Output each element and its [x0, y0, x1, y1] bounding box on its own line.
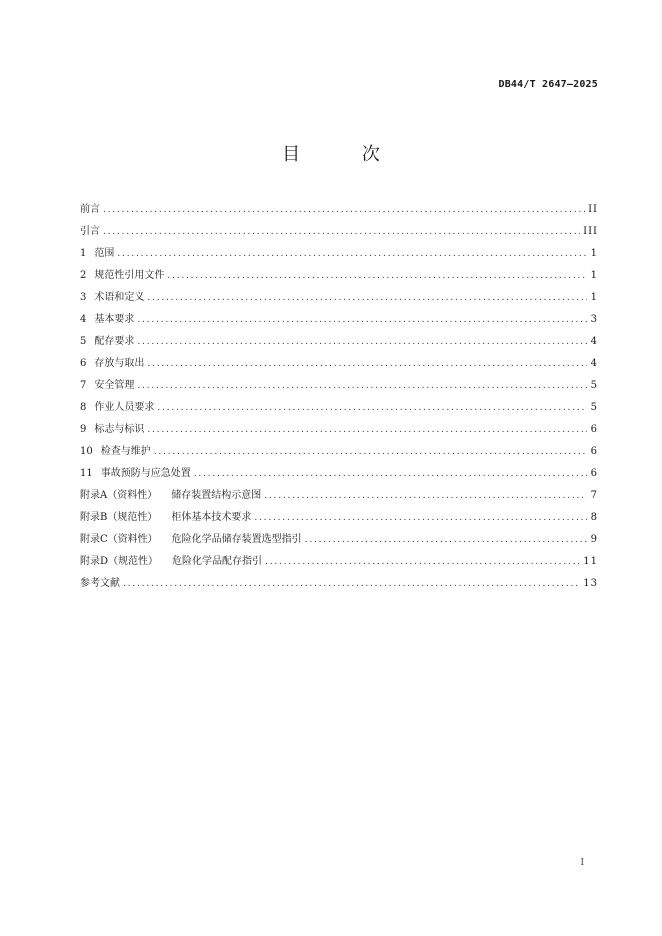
toc-leader [167, 271, 587, 281]
toc-entry-page: 13 [583, 578, 598, 589]
toc-entry-title: 基本要求 [94, 314, 135, 325]
toc-entry-label [80, 354, 144, 369]
toc-leader [305, 535, 587, 545]
toc-entry-label [80, 244, 114, 259]
toc-entry-label [80, 508, 251, 523]
toc-leader [137, 315, 587, 325]
toc-entry-label [80, 288, 144, 303]
toc-entry-label [80, 376, 134, 391]
toc-entry[interactable] [80, 376, 598, 398]
toc-leader [103, 227, 580, 237]
toc-entry-page: 4 [590, 336, 598, 347]
toc-entry-page: 1 [590, 270, 598, 281]
toc-entry-title: 标志与标识 [94, 424, 145, 435]
toc-entry-title: 范围 [94, 248, 115, 259]
toc-entry[interactable] [80, 332, 598, 354]
toc-entry-number: 5 [80, 336, 87, 347]
toc-entry-label [80, 530, 302, 545]
toc-entry-title: 检查与维护 [100, 446, 151, 457]
toc-entry-label [80, 464, 191, 479]
toc-entry[interactable] [80, 266, 598, 288]
toc-entry-number: 2 [80, 270, 87, 281]
toc-appendix-designation: 附录B（规范性） [80, 512, 158, 523]
toc-entry-page: 5 [590, 380, 598, 391]
document-code: DB44/T 2647—2025 [498, 79, 598, 90]
toc-entry[interactable] [80, 464, 598, 486]
toc-entry-title: 作业人员要求 [94, 402, 155, 413]
toc-entry-title: 存放与取出 [94, 358, 145, 369]
toc-entry-page: 4 [590, 358, 598, 369]
toc-leader [103, 205, 585, 215]
toc-entry-appendix[interactable] [80, 508, 598, 530]
toc-entry-page: 6 [590, 424, 598, 435]
toc-entry-page: 5 [590, 402, 598, 413]
toc-entry-number: 8 [80, 402, 87, 413]
toc-entry[interactable] [80, 420, 598, 442]
toc-leader [117, 249, 587, 259]
toc-entry-page: 11 [583, 556, 598, 567]
toc-entry-title: 危险化学品配存指引 [172, 556, 263, 567]
toc-entry-number: 10 [80, 446, 93, 457]
toc-leader [147, 359, 587, 369]
toc-entry-number: 6 [80, 358, 87, 369]
toc-entry[interactable] [80, 574, 598, 596]
toc-entry-page: 7 [590, 490, 598, 501]
toc-entry[interactable] [80, 398, 598, 420]
toc-entry-title: 前言 [80, 204, 100, 215]
toc-entry-page: 3 [590, 314, 598, 325]
toc-appendix-designation: 附录D（规范性） [80, 556, 159, 567]
toc-entry-appendix[interactable] [80, 486, 598, 508]
toc-entry-title: 储存装置结构示意图 [171, 490, 262, 501]
toc-entry-label [80, 398, 154, 413]
toc-entry[interactable] [80, 244, 598, 266]
toc-entry-page: II [588, 204, 598, 215]
toc-entry-title: 术语和定义 [94, 292, 145, 303]
toc-entry[interactable] [80, 200, 598, 222]
toc-entry-title: 柜体基本技术要求 [171, 512, 252, 523]
toc-entry-page: 6 [590, 446, 598, 457]
toc-entry-label [80, 200, 100, 215]
toc-leader [194, 469, 587, 479]
toc-entry-label [80, 442, 151, 457]
toc-entry[interactable] [80, 354, 598, 376]
toc-entry-title: 引言 [80, 226, 100, 237]
toc-entry-label [80, 332, 134, 347]
toc-entry-page: 6 [590, 468, 598, 479]
toc-entry-label [80, 222, 100, 237]
toc-entry-title: 配存要求 [94, 336, 135, 347]
toc-entry-page: III [583, 226, 598, 237]
toc-entry-number: 4 [80, 314, 87, 325]
page-number: I [580, 858, 584, 868]
toc-title: 目 次 [282, 144, 408, 165]
toc-leader [265, 557, 580, 567]
toc-leader [254, 513, 587, 523]
toc-entry-label [80, 266, 164, 281]
toc-entry-page: 9 [590, 534, 598, 545]
toc-leader [147, 425, 587, 435]
table-of-contents [80, 200, 598, 596]
toc-entry[interactable] [80, 222, 598, 244]
toc-entry[interactable] [80, 288, 598, 310]
toc-entry[interactable] [80, 442, 598, 464]
toc-entry-label [80, 574, 120, 589]
toc-entry-title: 事故预防与应急处置 [100, 468, 191, 479]
toc-entry-title: 危险化学品储存装置选型指引 [171, 534, 302, 545]
toc-entry-page: 8 [590, 512, 598, 523]
toc-leader [123, 579, 580, 589]
toc-leader [137, 381, 587, 391]
toc-entry-number: 9 [80, 424, 87, 435]
toc-entry-label [80, 420, 144, 435]
toc-leader [137, 337, 587, 347]
toc-entry-page: 1 [590, 292, 598, 303]
toc-entry-number: 3 [80, 292, 87, 303]
toc-entry-label [80, 486, 261, 501]
toc-entry-title: 参考文献 [80, 578, 120, 589]
toc-appendix-designation: 附录A（资料性） [80, 490, 158, 501]
toc-appendix-designation: 附录C（资料性） [80, 534, 158, 545]
toc-leader [154, 447, 587, 457]
toc-leader [147, 293, 587, 303]
toc-entry-appendix[interactable] [80, 530, 598, 552]
toc-entry-number: 7 [80, 380, 87, 391]
toc-entry-label [80, 310, 134, 325]
toc-entry-number: 11 [80, 468, 93, 479]
toc-entry[interactable] [80, 310, 598, 332]
toc-entry-page: 1 [590, 248, 598, 259]
toc-entry-title: 规范性引用文件 [94, 270, 165, 281]
toc-entry-title: 安全管理 [94, 380, 135, 391]
toc-entry-appendix[interactable] [80, 552, 598, 574]
toc-leader [157, 403, 587, 413]
toc-entry-number: 1 [80, 248, 87, 259]
toc-entry-label [80, 552, 262, 567]
toc-leader [264, 491, 587, 501]
